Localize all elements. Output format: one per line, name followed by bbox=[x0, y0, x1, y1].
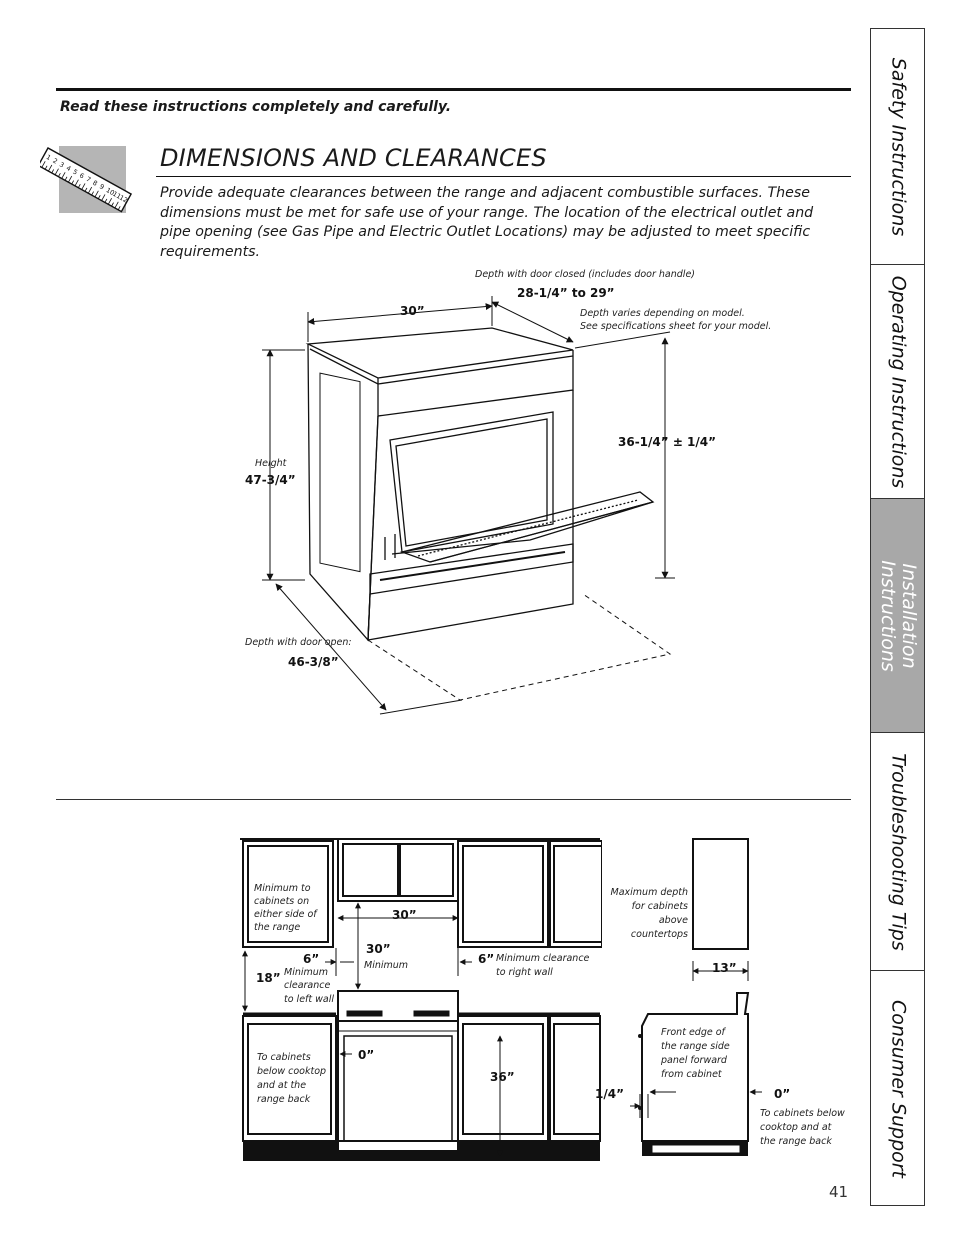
depth-closed-value: 28-1/4” to 29” bbox=[517, 286, 615, 300]
max-depth-note-2: for cabinets bbox=[631, 901, 688, 912]
front-edge-note-1: Front edge of bbox=[661, 1027, 725, 1038]
front-edge-value: 1/4” bbox=[595, 1087, 624, 1101]
ruler-digit: 11 bbox=[111, 189, 123, 201]
ruler-digit: 10 bbox=[104, 186, 116, 198]
section-tabs bbox=[870, 28, 925, 1206]
counter-gap-value: 18” bbox=[256, 971, 281, 985]
depth-note-2: See specifications sheet for your model. bbox=[580, 321, 772, 332]
height-label: Height bbox=[255, 458, 287, 469]
min-cabinets-note-3: either side of bbox=[254, 909, 317, 920]
max-depth-note-3: above bbox=[658, 915, 688, 926]
section-divider bbox=[56, 799, 851, 800]
tab-safety-instructions[interactable]: Safety Instructions bbox=[871, 29, 924, 265]
ruler-digit: 3 bbox=[58, 160, 66, 170]
front-edge-note-4: from cabinet bbox=[661, 1069, 722, 1080]
depth-open-value: 46-3/8” bbox=[288, 655, 339, 669]
right-clearance-value: 6” bbox=[478, 952, 495, 966]
ruler-digit: 4 bbox=[64, 164, 73, 174]
upper-width-value: 30” bbox=[392, 908, 417, 922]
ruler-digit: 6 bbox=[78, 171, 86, 181]
ruler-digit: 7 bbox=[84, 175, 93, 185]
right-note-2: to right wall bbox=[496, 967, 553, 978]
right-note-1: Minimum clearance bbox=[496, 953, 590, 964]
ruler-digit: 2 bbox=[51, 156, 59, 166]
left-clearance-value: 6” bbox=[303, 952, 320, 966]
cooktop-height-value: 36-1/4” ± 1/4” bbox=[618, 435, 717, 449]
lead-text: Read these instructions completely and carefully. bbox=[60, 99, 452, 115]
tab-troubleshooting-tips[interactable]: Troubleshooting Tips bbox=[871, 733, 924, 971]
below-note-2: below cooktop bbox=[257, 1066, 327, 1077]
counter-height-value: 36” bbox=[490, 1070, 515, 1084]
back-note-1: To cabinets below bbox=[760, 1108, 845, 1119]
depth-open-label: Depth with door open: bbox=[245, 637, 352, 648]
top-rule bbox=[56, 88, 851, 91]
below-note-3: and at the bbox=[257, 1080, 307, 1091]
tape-measure-icon bbox=[40, 136, 140, 216]
left-note-3: to left wall bbox=[284, 994, 335, 1005]
front-edge-note-3: panel forward bbox=[661, 1055, 727, 1066]
min-cabinets-note-4: the range bbox=[254, 922, 301, 933]
left-note-1: Minimum bbox=[284, 967, 329, 978]
width-value: 30” bbox=[400, 304, 425, 318]
back-note-3: the range back bbox=[760, 1136, 832, 1147]
above-clearance-value: 30” bbox=[366, 942, 391, 956]
max-depth-value: 13” bbox=[712, 961, 737, 975]
below-note-1: To cabinets bbox=[257, 1052, 311, 1063]
range-dimensions-diagram bbox=[230, 262, 790, 722]
back-note-2: cooktop and at bbox=[760, 1122, 832, 1133]
below-clearance-value: 0” bbox=[358, 1048, 375, 1062]
left-note-2: clearance bbox=[284, 980, 331, 991]
below-note-4: range back bbox=[257, 1094, 311, 1105]
ruler-digit: 1 bbox=[44, 152, 53, 162]
front-edge-note-2: the range side bbox=[661, 1041, 730, 1052]
tab-operating-instructions[interactable]: Operating Instructions bbox=[871, 265, 924, 499]
height-value: 47-3/4” bbox=[245, 473, 296, 487]
ruler-digit: 8 bbox=[91, 178, 99, 188]
page-number: 41 bbox=[829, 1183, 849, 1201]
intro-paragraph: Provide adequate clearances between the range and adjacent combustible surfaces. These dimensions must be met for safe use of your range. The location of the electrical outlet and pipe opening (see Gas Pipe and Electric Outlet Locations) may be adjusted to meet specific requirements. bbox=[160, 185, 814, 260]
ruler-digit: 12 bbox=[117, 193, 130, 205]
tab-installation-instructions[interactable]: Installation Instructions bbox=[871, 499, 924, 733]
depth-closed-note: Depth with door closed (includes door handle) bbox=[475, 269, 695, 280]
above-clearance-note: Minimum bbox=[364, 960, 409, 971]
max-depth-note-1: Maximum depth bbox=[610, 887, 688, 898]
page-title: DIMENSIONS AND CLEARANCES bbox=[160, 144, 547, 172]
title-rule bbox=[156, 176, 851, 177]
min-cabinets-note-1: Minimum to bbox=[254, 883, 311, 894]
side-clearance-diagram bbox=[592, 836, 856, 1156]
back-clearance-value: 0” bbox=[774, 1087, 791, 1101]
min-cabinets-note-2: cabinets on bbox=[254, 896, 310, 907]
depth-note-1: Depth varies depending on model. bbox=[580, 308, 745, 319]
ruler-digit: 5 bbox=[71, 167, 79, 177]
ruler-digit: 9 bbox=[97, 182, 106, 192]
tab-consumer-support[interactable]: Consumer Support bbox=[887, 999, 909, 1179]
max-depth-note-4: countertops bbox=[630, 929, 688, 940]
front-clearance-diagram bbox=[240, 836, 602, 1164]
